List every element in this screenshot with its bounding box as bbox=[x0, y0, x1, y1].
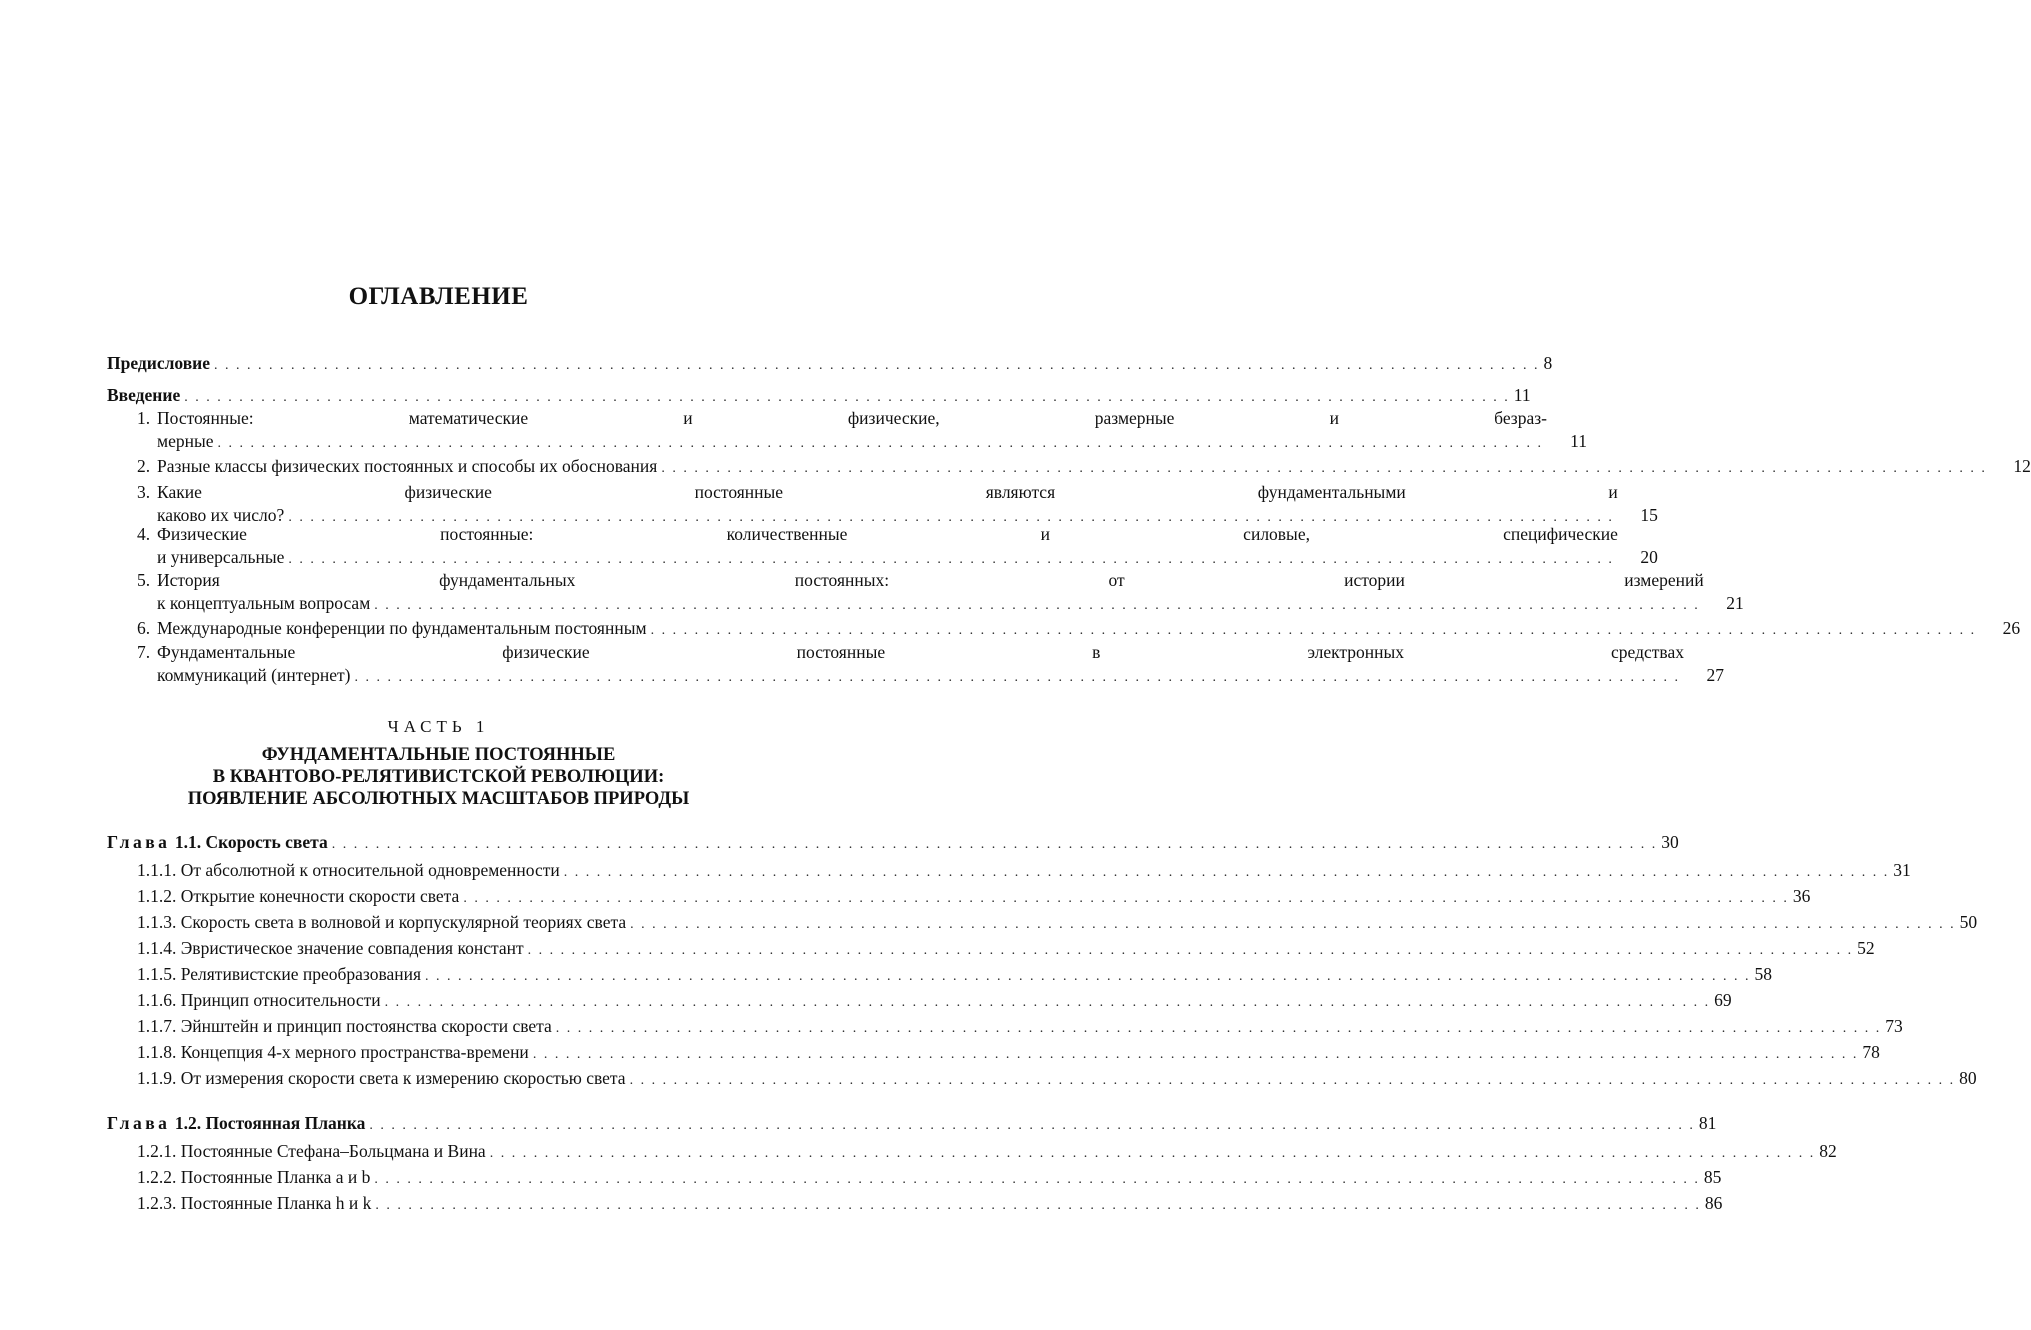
toc-entry-preface[interactable] bbox=[107, 352, 1553, 377]
section-title: Скорость света в волновой и корпускулярной теориях света bbox=[180, 912, 627, 932]
entry-label bbox=[137, 1041, 529, 1064]
toc-entry-1-1-1[interactable] bbox=[137, 859, 1911, 884]
chapter-prefix: Глава bbox=[107, 1113, 171, 1133]
dot-leader bbox=[214, 354, 1540, 377]
page-title: ОГЛАВЛЕНИЕ bbox=[348, 283, 529, 310]
page-number: 12 bbox=[2013, 456, 2031, 476]
section-number: 1.1.7. bbox=[137, 1016, 177, 1036]
toc-entry-1-1-5[interactable] bbox=[137, 963, 1773, 988]
page-number: 21 bbox=[1726, 593, 1744, 613]
page-number: 86 bbox=[1704, 1193, 1723, 1213]
dot-leader bbox=[217, 432, 1543, 455]
section-title: Постоянные Планка h и k bbox=[180, 1193, 372, 1213]
page-number: 73 bbox=[1885, 1016, 1903, 1036]
dot-leader bbox=[651, 619, 1977, 642]
toc-entry-chapter-1-1[interactable] bbox=[107, 831, 1679, 856]
item-number: 4. bbox=[137, 524, 151, 544]
entry-label-line2: к концептуальным вопросам bbox=[157, 593, 371, 613]
toc-entry-chapter-1-2[interactable] bbox=[107, 1112, 1717, 1137]
dot-leader bbox=[184, 386, 1510, 409]
entry-label bbox=[137, 963, 421, 986]
toc-entry-1-2-1[interactable] bbox=[137, 1140, 1837, 1165]
section-number: 1.1.8. bbox=[137, 1042, 177, 1062]
page-number: 52 bbox=[1857, 938, 1875, 958]
toc-entry-intro-3[interactable] bbox=[137, 481, 1658, 529]
entry-label: Международные конференции по фундаментальным постоянным bbox=[157, 618, 647, 638]
toc-entry-intro-2[interactable] bbox=[137, 455, 2031, 480]
section-title: Принцип относительности bbox=[180, 990, 381, 1010]
dot-leader bbox=[288, 548, 1614, 571]
page-number: 85 bbox=[1703, 1167, 1722, 1187]
section-number: 1.1.6. bbox=[137, 990, 177, 1010]
toc-entry-1-2-2[interactable] bbox=[137, 1166, 1722, 1191]
section-title: От измерения скорости света к измерению скоростью света bbox=[180, 1068, 626, 1088]
toc-entry-intro-5[interactable] bbox=[137, 569, 1744, 617]
part-title bbox=[107, 744, 770, 810]
entry-label-line1: Физические постоянные: количественные и силовые, специфические bbox=[157, 524, 1618, 544]
page-number: 58 bbox=[1754, 964, 1773, 984]
entry-label bbox=[137, 937, 524, 960]
toc-entry-1-1-4[interactable] bbox=[137, 937, 1875, 962]
page-number: 27 bbox=[1706, 665, 1724, 685]
entry-label-line1: Какие физические постоянные являются фундаментальными и bbox=[157, 482, 1618, 502]
chapter-label: 1.2. Постоянная Планка bbox=[174, 1113, 366, 1133]
dot-leader bbox=[463, 887, 1789, 910]
entry-label: Разные классы физических постоянных и способы их обоснования bbox=[157, 456, 658, 476]
entry-label bbox=[107, 1112, 365, 1135]
entry-label: Введение bbox=[107, 385, 181, 405]
toc-entry-introduction[interactable] bbox=[107, 384, 1531, 409]
dot-leader bbox=[332, 833, 1658, 856]
entry-label-line1: История фундаментальных постоянных: от истории измерений bbox=[157, 570, 1704, 590]
dot-leader bbox=[490, 1142, 1816, 1165]
page-number: 15 bbox=[1640, 505, 1658, 525]
section-title: Открытие конечности скорости света bbox=[180, 886, 460, 906]
dot-leader bbox=[374, 594, 1700, 617]
section-number: 1.1.3. bbox=[137, 912, 177, 932]
chapter-prefix: Глава bbox=[107, 832, 171, 852]
entry-label-line2: каково их число? bbox=[157, 505, 285, 525]
entry-label-line2: коммуникаций (интернет) bbox=[157, 665, 351, 685]
item-number: 2. bbox=[137, 456, 151, 476]
page-number: 31 bbox=[1893, 860, 1911, 880]
dot-leader bbox=[528, 939, 1854, 962]
page-number: 69 bbox=[1714, 990, 1732, 1010]
part-number: ЧАСТЬ 1 bbox=[387, 717, 490, 736]
item-number: 7. bbox=[137, 642, 151, 662]
entry-label bbox=[137, 885, 459, 908]
dot-leader bbox=[533, 1043, 1859, 1066]
toc-entry-intro-1[interactable] bbox=[137, 407, 1587, 455]
entry-label-line2: и универсальные bbox=[157, 547, 285, 567]
dot-leader bbox=[375, 1194, 1701, 1217]
toc-entry-1-1-2[interactable] bbox=[137, 885, 1811, 910]
entry-label bbox=[107, 831, 328, 854]
dot-leader bbox=[661, 457, 1987, 480]
page-number: 26 bbox=[2002, 618, 2021, 638]
entry-label bbox=[137, 989, 381, 1012]
item-number: 6. bbox=[137, 618, 151, 638]
toc-entry-1-1-8[interactable] bbox=[137, 1041, 1880, 1066]
toc-entry-1-2-3[interactable] bbox=[137, 1192, 1723, 1217]
page-number: 30 bbox=[1661, 832, 1679, 852]
item-number: 1. bbox=[137, 408, 151, 428]
page-number: 20 bbox=[1640, 547, 1658, 567]
toc-entry-intro-4[interactable] bbox=[137, 523, 1658, 571]
entry-label bbox=[137, 859, 560, 882]
part-title-line: ПОЯВЛЕНИЕ АБСОЛЮТНЫХ МАСШТАБОВ ПРИРОДЫ bbox=[187, 789, 690, 809]
dot-leader bbox=[385, 991, 1711, 1014]
entry-label: Предисловие bbox=[107, 353, 211, 373]
dot-leader bbox=[374, 1168, 1700, 1191]
section-number: 1.1.2. bbox=[137, 886, 177, 906]
dot-leader bbox=[556, 1017, 1882, 1040]
entry-label bbox=[137, 911, 626, 934]
section-title: Релятивистские преобразования bbox=[180, 964, 422, 984]
part-title-line: В КВАНТОВО-РЕЛЯТИВИСТСКОЙ РЕВОЛЮЦИИ: bbox=[212, 767, 665, 787]
item-number: 3. bbox=[137, 482, 151, 502]
section-title: Концепция 4-х мерного пространства-времени bbox=[180, 1042, 529, 1062]
toc-entry-intro-6[interactable] bbox=[137, 617, 2021, 642]
entry-label-line1: Фундаментальные физические постоянные в электронных средствах bbox=[157, 642, 1684, 662]
page-number: 8 bbox=[1543, 353, 1553, 373]
section-number: 1.1.9. bbox=[137, 1068, 177, 1088]
page-number: 82 bbox=[1819, 1141, 1837, 1161]
part-title-line: ФУНДАМЕНТАЛЬНЫЕ ПОСТОЯННЫЕ bbox=[261, 745, 616, 765]
section-number: 1.1.1. bbox=[137, 860, 177, 880]
page-number: 50 bbox=[1959, 912, 1978, 932]
section-title: Эвристическое значение совпадения констант bbox=[180, 938, 524, 958]
toc-entry-1-1-7[interactable] bbox=[137, 1015, 1903, 1040]
toc-entry-1-1-3[interactable] bbox=[137, 911, 1978, 936]
dot-leader bbox=[369, 1114, 1695, 1137]
section-title: Эйнштейн и принцип постоянства скорости света bbox=[180, 1016, 552, 1036]
entry-label bbox=[137, 1140, 486, 1163]
toc-entry-1-1-6[interactable] bbox=[137, 989, 1732, 1014]
page-number: 11 bbox=[1513, 385, 1531, 405]
toc-entry-intro-7[interactable] bbox=[137, 641, 1724, 689]
chapter-label: 1.1. Скорость света bbox=[174, 832, 328, 852]
page-number: 80 bbox=[1959, 1068, 1977, 1088]
dot-leader bbox=[630, 1069, 1956, 1092]
entry-label bbox=[137, 1166, 370, 1189]
entry-label bbox=[137, 1015, 552, 1038]
page-number: 78 bbox=[1862, 1042, 1880, 1062]
section-number: 1.2.3. bbox=[137, 1193, 177, 1213]
dot-leader bbox=[630, 913, 1956, 936]
entry-label bbox=[137, 1067, 626, 1090]
section-title: Постоянные Планка a и b bbox=[180, 1167, 371, 1187]
entry-label bbox=[137, 1192, 371, 1215]
toc-entry-1-1-9[interactable] bbox=[137, 1067, 1977, 1092]
page-number: 81 bbox=[1698, 1113, 1717, 1133]
dot-leader bbox=[564, 861, 1890, 884]
section-number: 1.1.4. bbox=[137, 938, 177, 958]
page-number: 36 bbox=[1792, 886, 1811, 906]
entry-label-line2: мерные bbox=[157, 431, 214, 451]
section-title: От абсолютной к относительной одновременности bbox=[180, 860, 560, 880]
page-number: 11 bbox=[1570, 431, 1587, 451]
dot-leader bbox=[354, 666, 1680, 689]
entry-label-line1: Постоянные: математические и физические, размерные и безраз- bbox=[157, 408, 1547, 428]
section-number: 1.2.1. bbox=[137, 1141, 177, 1161]
section-number: 1.1.5. bbox=[137, 964, 177, 984]
item-number: 5. bbox=[137, 570, 151, 590]
section-title: Постоянные Стефана–Больцмана и Вина bbox=[180, 1141, 486, 1161]
section-number: 1.2.2. bbox=[137, 1167, 177, 1187]
dot-leader bbox=[425, 965, 1751, 988]
